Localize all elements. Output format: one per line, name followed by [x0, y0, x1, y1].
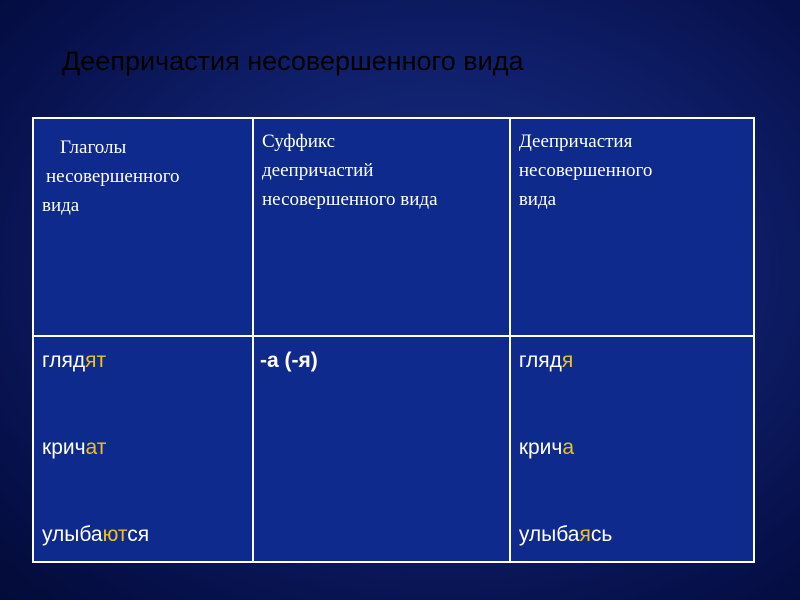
header-cell-participles — [510, 118, 754, 336]
verb-stem: крич — [42, 436, 86, 459]
header-suffix-line-2: деепричастий — [262, 160, 374, 181]
header-participles-line-1: Деепричастия — [518, 131, 633, 152]
participle-word — [519, 349, 753, 436]
verb-stem: гляд — [42, 349, 86, 372]
header-suffix-line-3: несовершенного вида — [262, 189, 438, 210]
participles-cell — [510, 336, 754, 562]
participle-ending: я — [579, 523, 591, 546]
verb-ending: ют — [102, 523, 128, 546]
header-verbs-line-3: вида — [42, 195, 80, 216]
header-cell-verbs — [33, 118, 253, 336]
participle-word — [519, 436, 753, 523]
header-suffix-line-1: Суффикс — [262, 131, 336, 152]
verb-word — [42, 349, 252, 436]
header-verbs-line-1: Глаголы — [60, 137, 127, 158]
participle-tail: сь — [590, 523, 613, 546]
participle-stem: крич — [518, 436, 563, 459]
verb-stem: улыба — [42, 523, 103, 546]
verb-tail: ся — [127, 523, 150, 546]
participle-ending: я — [561, 349, 574, 372]
table-body-row — [33, 336, 754, 562]
participle-ending: а — [562, 436, 575, 459]
slide-title: Деепричастия несовершенного вида — [62, 46, 524, 76]
participle-stem: гляд — [518, 349, 562, 372]
participle-word — [519, 523, 753, 547]
header-participles-line-2: несовершенного — [518, 160, 653, 181]
header-verbs-line-2: несовершенного — [46, 166, 180, 187]
suffix-cell — [253, 336, 510, 562]
verb-word — [42, 523, 252, 547]
header-cell-suffix — [253, 118, 510, 336]
grammar-table — [32, 117, 755, 563]
suffix-value: -а (-я) — [260, 349, 318, 372]
table-header-row — [33, 118, 754, 336]
participle-stem: улыба — [518, 523, 580, 546]
verb-ending: ят — [85, 349, 107, 372]
verbs-cell — [33, 336, 253, 562]
verb-ending: ат — [85, 436, 107, 459]
header-participles-line-3: вида — [518, 189, 557, 210]
verb-word — [42, 436, 252, 523]
